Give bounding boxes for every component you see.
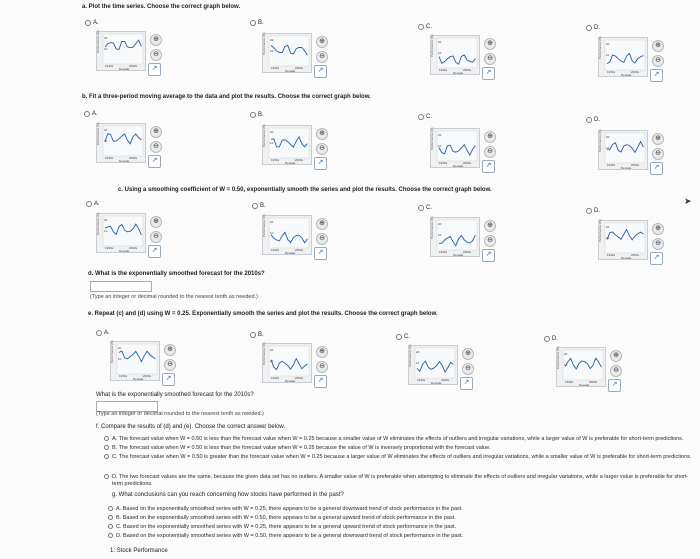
radio-button[interactable] [86, 201, 92, 207]
svg-text:10: 10 [104, 47, 108, 51]
part-a-option-d[interactable]: D. [586, 25, 600, 31]
part-b-option-a[interactable]: A. [84, 111, 98, 117]
svg-text:Decade: Decade [453, 253, 464, 257]
part-b-option-d[interactable]: D. [586, 117, 600, 123]
radio-button[interactable] [84, 111, 90, 117]
popout-external-link-icon[interactable]: ↗ [650, 252, 663, 265]
svg-text:Decade: Decade [453, 71, 464, 75]
popout-external-link-icon[interactable]: ↗ [314, 247, 327, 260]
zoom-in-icon[interactable]: ⊕ [652, 133, 664, 145]
part-c-option-b[interactable]: B. [252, 203, 266, 209]
radio-button[interactable] [104, 436, 109, 441]
zoom-out-icon[interactable]: ⊖ [652, 148, 664, 160]
svg-text:1930s: 1930s [271, 248, 280, 252]
zoom-out-icon[interactable]: ⊖ [150, 141, 162, 153]
svg-text:2000s: 2000s [129, 156, 138, 160]
svg-text:10: 10 [564, 363, 568, 367]
svg-text:2000s: 2000s [631, 70, 640, 74]
svg-text:1930s: 1930s [607, 70, 616, 74]
svg-text:Performance (%): Performance (%) [96, 30, 100, 53]
zoom-out-icon[interactable]: ⊖ [164, 359, 176, 371]
svg-text:1930s: 1930s [439, 250, 448, 254]
svg-text:1930s: 1930s [607, 163, 616, 167]
part-c-option-a[interactable]: A. [86, 201, 100, 207]
time-series-graph [598, 130, 648, 170]
part-f-choice-b[interactable]: B. The forecast value when W = 0.50 is less than the forecast value when W = 0.25 because the value of W is inversely proportional with the forecast value. [104, 445, 491, 452]
popout-external-link-icon[interactable]: ↗ [482, 249, 495, 262]
svg-text:1930s: 1930s [417, 378, 426, 382]
radio-button[interactable] [250, 112, 256, 118]
part-e-option-c[interactable]: C. [396, 334, 410, 340]
time-series-graph [96, 213, 146, 253]
svg-text:Performance (%): Performance (%) [96, 122, 100, 145]
svg-text:20: 20 [118, 346, 122, 350]
svg-text:1930s: 1930s [105, 246, 114, 250]
part-g-prompt: g. What conclusions can you reach concerning how stocks have performed in the past? [112, 492, 344, 498]
zoom-in-icon[interactable]: ⊕ [316, 36, 328, 48]
svg-text:20: 20 [270, 220, 274, 224]
svg-text:Decade: Decade [285, 69, 296, 73]
svg-text:Performance (%): Performance (%) [430, 127, 434, 150]
svg-text:Performance (%): Performance (%) [598, 129, 602, 152]
svg-text:20: 20 [270, 38, 274, 42]
svg-text:1930s: 1930s [439, 68, 448, 72]
part-c-prompt: c. Using a smoothing coefficient of W = 0.50, exponentially smooth the series and plot the results. Choose the correct graph below. [118, 187, 492, 193]
time-series-graph [262, 33, 312, 73]
radio-button[interactable] [586, 25, 592, 31]
zoom-in-icon[interactable]: ⊕ [484, 220, 496, 232]
time-series-graph [556, 347, 606, 387]
part-e-sub-prompt: What is the exponentially smoothed forecast for the 2010s? [96, 392, 254, 398]
radio-button[interactable] [108, 524, 113, 529]
svg-text:1930s: 1930s [271, 376, 280, 380]
time-series-graph [96, 123, 146, 163]
part-b-prompt: b. Fit a three-period moving average to the data and plot the results. Choose the correct graph below. [82, 94, 371, 100]
radio-button[interactable] [108, 506, 113, 511]
zoom-in-icon[interactable]: ⊕ [462, 348, 474, 360]
radio-button[interactable] [252, 203, 258, 209]
radio-button[interactable] [96, 330, 102, 336]
svg-text:Performance (%): Performance (%) [262, 342, 266, 365]
zoom-in-icon[interactable]: ⊕ [164, 344, 176, 356]
svg-text:20: 20 [104, 36, 108, 40]
popout-external-link-icon[interactable]: ↗ [314, 157, 327, 170]
svg-text:2000s: 2000s [143, 374, 152, 378]
svg-text:Performance (%): Performance (%) [598, 219, 602, 242]
svg-text:10: 10 [270, 49, 274, 53]
radio-button[interactable] [250, 20, 256, 26]
svg-text:Performance (%): Performance (%) [262, 32, 266, 55]
svg-text:20: 20 [438, 133, 442, 137]
footer-label: 1: Stock Performance [110, 548, 168, 554]
zoom-in-icon[interactable]: ⊕ [316, 218, 328, 230]
part-c-option-d[interactable]: D. [586, 208, 600, 214]
svg-text:20: 20 [606, 42, 610, 46]
radio-button[interactable] [108, 533, 113, 538]
svg-text:Decade: Decade [453, 164, 464, 168]
svg-text:20: 20 [416, 350, 420, 354]
svg-text:Decade: Decade [579, 383, 590, 387]
svg-text:10: 10 [606, 53, 610, 57]
part-e-hint: (Type an integer or decimal rounded to the nearest tenth as needed.) [96, 411, 264, 417]
svg-text:1930s: 1930s [105, 156, 114, 160]
mouse-cursor-icon: ➤ [684, 196, 692, 206]
svg-text:2000s: 2000s [463, 250, 472, 254]
svg-text:1930s: 1930s [607, 253, 616, 257]
svg-text:10: 10 [438, 144, 442, 148]
svg-text:1930s: 1930s [565, 380, 574, 384]
svg-text:Performance (%): Performance (%) [262, 124, 266, 147]
svg-text:2000s: 2000s [631, 163, 640, 167]
svg-text:20: 20 [104, 128, 108, 132]
part-b-option-c[interactable]: C. [418, 114, 432, 120]
part-g-choice-d[interactable]: D. Based on the exponentially smoothed series with W = 0.50, there appears to be a general downward trend of stock performance in the past. [108, 533, 463, 540]
svg-text:20: 20 [606, 135, 610, 139]
svg-text:Performance (%): Performance (%) [408, 344, 412, 367]
part-e-option-b[interactable]: B. [250, 332, 264, 338]
svg-text:Performance (%): Performance (%) [96, 212, 100, 235]
radio-button[interactable] [104, 445, 109, 450]
svg-text:1930s: 1930s [271, 158, 280, 162]
part-g-choice-c[interactable]: C. Based on the exponentially smoothed series with W = 0.25, there appears to be a general upward trend of stock performance in the past. [108, 524, 456, 531]
zoom-out-icon[interactable]: ⊖ [462, 363, 474, 375]
zoom-in-icon[interactable]: ⊕ [484, 38, 496, 50]
svg-text:2000s: 2000s [631, 253, 640, 257]
svg-text:10: 10 [104, 139, 108, 143]
svg-text:1930s: 1930s [105, 64, 114, 68]
svg-text:Decade: Decade [119, 249, 130, 253]
time-series-graph [430, 217, 480, 257]
popout-external-link-icon[interactable]: ↗ [148, 245, 161, 258]
zoom-in-icon[interactable]: ⊕ [316, 128, 328, 140]
part-a-prompt: a. Plot the time series. Choose the correct graph below. [82, 4, 241, 10]
time-series-graph [408, 345, 458, 385]
svg-text:2000s: 2000s [129, 64, 138, 68]
part-g-choice-b[interactable]: B. Based on the exponentially smoothed series with W = 0.50, there appears to be a general upward trend of stock performance in the past. [108, 515, 456, 522]
svg-text:10: 10 [104, 229, 108, 233]
svg-text:Performance (%): Performance (%) [430, 216, 434, 239]
part-a-option-a[interactable]: A. [85, 20, 99, 26]
popout-external-link-icon[interactable]: ↗ [148, 63, 161, 76]
svg-text:Decade: Decade [285, 251, 296, 255]
radio-button[interactable] [108, 515, 113, 520]
popout-external-link-icon[interactable]: ↗ [608, 379, 621, 392]
svg-text:10: 10 [270, 231, 274, 235]
zoom-out-icon[interactable]: ⊖ [484, 146, 496, 158]
svg-text:Performance (%): Performance (%) [556, 346, 560, 369]
svg-text:2000s: 2000s [463, 161, 472, 165]
popout-external-link-icon[interactable]: ↗ [650, 162, 663, 175]
popout-external-link-icon[interactable]: ↗ [148, 155, 161, 168]
zoom-in-icon[interactable]: ⊕ [652, 223, 664, 235]
svg-text:20: 20 [606, 225, 610, 229]
popout-external-link-icon[interactable]: ↗ [162, 373, 175, 386]
radio-button[interactable] [418, 24, 424, 30]
zoom-in-icon[interactable]: ⊕ [652, 40, 664, 52]
part-d-answer-input[interactable] [90, 281, 152, 292]
zoom-out-icon[interactable]: ⊖ [484, 235, 496, 247]
zoom-in-icon[interactable]: ⊕ [150, 34, 162, 46]
svg-text:Decade: Decade [621, 73, 632, 77]
part-a-option-b[interactable]: B. [250, 20, 264, 26]
svg-text:20: 20 [438, 40, 442, 44]
radio-button[interactable] [396, 334, 402, 340]
radio-button[interactable] [85, 20, 91, 26]
svg-text:2000s: 2000s [295, 158, 304, 162]
part-f-choice-d[interactable]: D. The two forecast values are the same, because the given data set has no outliers. A smaller value of W is preferable when attempting to eliminate the effects of outliers and irregular variations, while a larger value is preferable for short-term predictions. [104, 474, 692, 487]
svg-text:20: 20 [438, 222, 442, 226]
part-f-prompt: f. Compare the results of (d) and (e). Choose the correct answer below. [96, 424, 286, 430]
svg-text:Decade: Decade [285, 161, 296, 165]
zoom-out-icon[interactable]: ⊖ [150, 49, 162, 61]
svg-text:1930s: 1930s [271, 66, 280, 70]
zoom-out-icon[interactable]: ⊖ [316, 233, 328, 245]
svg-text:Decade: Decade [621, 256, 632, 260]
svg-text:2000s: 2000s [129, 246, 138, 250]
part-d-prompt: d. What is the exponentially smoothed forecast for the 2010s? [88, 271, 265, 277]
radio-button[interactable] [418, 114, 424, 120]
svg-text:1930s: 1930s [119, 374, 128, 378]
zoom-out-icon[interactable]: ⊖ [150, 231, 162, 243]
svg-text:2000s: 2000s [295, 248, 304, 252]
svg-text:Decade: Decade [431, 381, 442, 385]
svg-text:Decade: Decade [133, 377, 144, 381]
popout-external-link-icon[interactable]: ↗ [482, 160, 495, 173]
svg-text:2000s: 2000s [295, 376, 304, 380]
part-c-option-c[interactable]: C. [418, 205, 432, 211]
part-b-option-b[interactable]: B. [250, 112, 264, 118]
svg-text:10: 10 [270, 359, 274, 363]
svg-text:20: 20 [270, 348, 274, 352]
radio-button[interactable] [544, 336, 550, 342]
svg-text:Decade: Decade [119, 159, 130, 163]
part-e-option-d[interactable]: D. [544, 336, 558, 342]
time-series-graph [96, 31, 146, 71]
radio-button[interactable] [586, 117, 592, 123]
radio-button[interactable] [104, 454, 109, 459]
time-series-graph [598, 220, 648, 260]
svg-text:Performance (%): Performance (%) [598, 36, 602, 59]
popout-external-link-icon[interactable]: ↗ [314, 375, 327, 388]
popout-external-link-icon[interactable]: ↗ [460, 377, 473, 390]
radio-button[interactable] [418, 205, 424, 211]
svg-text:10: 10 [270, 141, 274, 145]
zoom-in-icon[interactable]: ⊕ [484, 131, 496, 143]
time-series-graph [262, 215, 312, 255]
svg-text:2000s: 2000s [295, 66, 304, 70]
time-series-graph [598, 37, 648, 77]
svg-text:10: 10 [416, 361, 420, 365]
svg-text:1930s: 1930s [439, 161, 448, 165]
popout-external-link-icon[interactable]: ↗ [650, 69, 663, 82]
svg-text:20: 20 [270, 130, 274, 134]
part-d-hint: (Type an integer or decimal rounded to the nearest tenth as needed.) [90, 294, 258, 300]
zoom-out-icon[interactable]: ⊖ [652, 55, 664, 67]
zoom-in-icon[interactable]: ⊕ [150, 216, 162, 228]
svg-text:10: 10 [438, 233, 442, 237]
zoom-out-icon[interactable]: ⊖ [610, 365, 622, 377]
svg-text:Decade: Decade [119, 67, 130, 71]
svg-text:2000s: 2000s [441, 378, 450, 382]
zoom-out-icon[interactable]: ⊖ [316, 143, 328, 155]
svg-text:Performance (%): Performance (%) [430, 34, 434, 57]
zoom-out-icon[interactable]: ⊖ [484, 53, 496, 65]
zoom-in-icon[interactable]: ⊕ [610, 350, 622, 362]
zoom-in-icon[interactable]: ⊕ [150, 126, 162, 138]
svg-text:2000s: 2000s [463, 68, 472, 72]
zoom-in-icon[interactable]: ⊕ [316, 346, 328, 358]
svg-text:10: 10 [118, 357, 122, 361]
svg-text:10: 10 [438, 51, 442, 55]
part-e-option-a[interactable]: A. [96, 330, 110, 336]
time-series-graph [110, 341, 160, 381]
radio-button[interactable] [104, 474, 109, 479]
time-series-graph [262, 125, 312, 165]
zoom-out-icon[interactable]: ⊖ [316, 361, 328, 373]
svg-text:10: 10 [606, 146, 610, 150]
svg-text:Performance (%): Performance (%) [110, 340, 114, 363]
zoom-out-icon[interactable]: ⊖ [316, 51, 328, 63]
time-series-graph [430, 35, 480, 75]
svg-text:Performance (%): Performance (%) [262, 214, 266, 237]
popout-external-link-icon[interactable]: ↗ [482, 67, 495, 80]
part-f-choice-a[interactable]: A. The forecast value when W = 0.50 is less than the forecast value when W = 0.25 because a smaller value of W eliminates the effects of outliers and irregular variations, while a larger value of W is preferable for short-term predictions. [104, 436, 683, 443]
part-a-option-c[interactable]: C. [418, 24, 432, 30]
time-series-graph [430, 128, 480, 168]
zoom-out-icon[interactable]: ⊖ [652, 238, 664, 250]
svg-text:Decade: Decade [285, 379, 296, 383]
part-f-choice-c[interactable]: C. The forecast value when W = 0.50 is greater than the forecast value when W = 0.25 because a larger value of W eliminates the effects of outliers and irregular variations, while a smaller value of W is preferable for short-term predictions. [104, 454, 692, 461]
svg-text:20: 20 [104, 218, 108, 222]
svg-text:Decade: Decade [621, 166, 632, 170]
svg-text:2000s: 2000s [589, 380, 598, 384]
part-g-choice-a[interactable]: A. Based on the exponentially smoothed series with W = 0.25, there appears to be a general downward trend of stock performance in the past. [108, 506, 463, 513]
svg-text:10: 10 [606, 236, 610, 240]
radio-button[interactable] [586, 208, 592, 214]
popout-external-link-icon[interactable]: ↗ [314, 65, 327, 78]
time-series-graph [262, 343, 312, 383]
part-e-prompt: e. Repeat (c) and (d) using W = 0.25. Exponentially smooth the series and plot the results. Choose the correct graph below. [88, 311, 438, 317]
svg-text:20: 20 [564, 352, 568, 356]
radio-button[interactable] [250, 332, 256, 338]
